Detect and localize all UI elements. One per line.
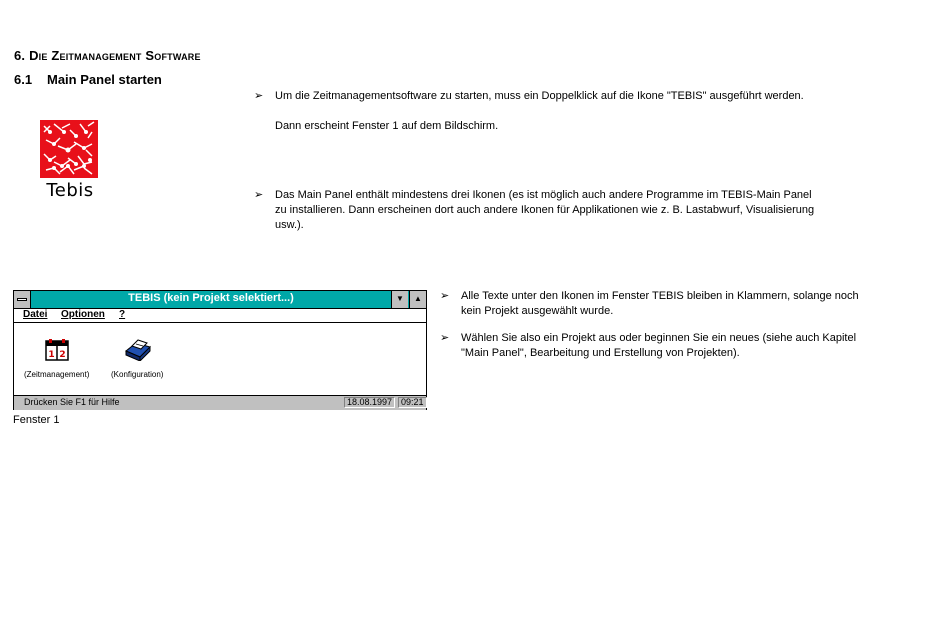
window-client-area	[14, 323, 426, 395]
system-menu-button[interactable]	[14, 291, 31, 308]
calendar-icon[interactable]	[45, 339, 69, 366]
tebis-main-panel-window	[13, 290, 427, 410]
svg-text:2: 2	[59, 350, 66, 360]
bullet-paragraph: Um die Zeitmanagementsoftware zu starten, muss ein Doppelklick auf die Ikone "TEBIS" ausgeführt werden.	[275, 90, 804, 102]
status-date: 18.08.1997	[344, 397, 395, 408]
minimize-button[interactable]: ▼	[391, 291, 408, 308]
tebis-logo-icon[interactable]	[40, 120, 98, 178]
menu-datei[interactable]: Datei	[23, 309, 48, 320]
subsection-title: Main Panel starten	[47, 72, 162, 87]
bullet-paragraph: Das Main Panel enthält mindestens drei Ikonen (es ist möglich auch andere Programme im TEBIS-Main Panel zu installieren. Dann erscheinen dort auch andere Ikonen für Applikationen wie z. B. Lastabwurf, Visualisierung usw.).	[275, 189, 815, 231]
printer-icon[interactable]	[122, 337, 152, 366]
icon-label-zeitmanagement[interactable]: (Zeitmanagement)	[24, 370, 90, 379]
status-time: 09:21	[398, 397, 427, 408]
menu-help[interactable]: ?	[119, 309, 126, 320]
menu-bar	[14, 309, 426, 323]
figure-caption: Fenster 1	[13, 414, 60, 426]
bullet-start	[254, 89, 814, 149]
bullet-choose-project	[440, 331, 870, 363]
menu-optionen[interactable]: Optionen	[61, 309, 105, 320]
bullet-brackets	[440, 289, 870, 321]
status-hint: Drücken Sie F1 für Hilfe	[24, 397, 120, 407]
status-bar	[14, 395, 426, 410]
window-title: TEBIS (kein Projekt selektiert...)	[128, 292, 294, 304]
maximize-button[interactable]: ▲	[409, 291, 426, 308]
window-titlebar[interactable]	[14, 291, 426, 309]
section-title: Die Zeitmanagement Software	[29, 48, 201, 63]
subsection-number: 6.1	[14, 72, 33, 87]
bullet-arrow-icon: ➢	[254, 189, 264, 201]
bullet-paragraph: Dann erscheint Fenster 1 auf dem Bildschirm.	[275, 120, 499, 132]
bullet-paragraph: Wählen Sie also ein Projekt aus oder beginnen Sie ein neues (siehe auch Kapitel "Main Panel", Bearbeitung und Erstellung von Projekten).	[461, 332, 857, 359]
svg-text:1: 1	[48, 350, 55, 360]
icon-label-konfiguration[interactable]: (Konfiguration)	[111, 370, 164, 379]
subsection-heading	[14, 72, 162, 87]
section-heading	[14, 48, 201, 63]
bullet-arrow-icon: ➢	[254, 90, 264, 102]
bullet-main-panel	[254, 188, 834, 238]
bullet-arrow-icon: ➢	[440, 332, 450, 344]
section-number: 6.	[14, 48, 26, 63]
bullet-paragraph: Alle Texte unter den Ikonen im Fenster TEBIS bleiben in Klammern, solange noch kein Projekt ausgewählt wurde.	[461, 290, 859, 317]
tebis-logo-label[interactable]: Tebis	[46, 180, 94, 201]
bullet-arrow-icon: ➢	[440, 290, 450, 302]
